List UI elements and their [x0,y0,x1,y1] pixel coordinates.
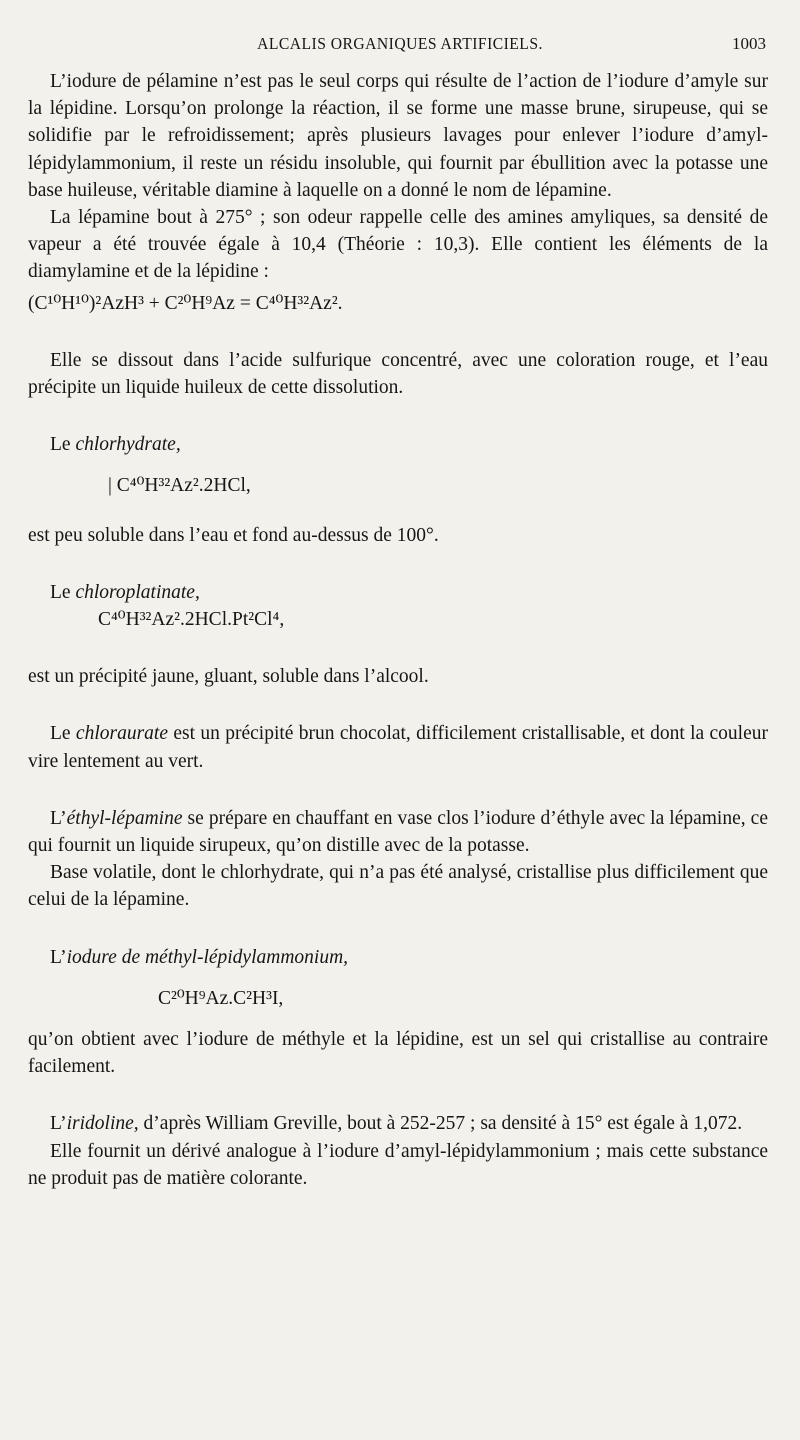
paragraph-iridoline [28,1110,768,1137]
text-prefix: Le [50,434,76,456]
paragraph-iodure-desc: qu’on obtient avec l’iodure de méthyle et la lépidine, est un sel qui cristallise au contraire facilement. [28,1029,768,1078]
formula-chlorhydrate: | C⁴⁰H³²Az².2HCl, [108,475,251,497]
term-chlorhydrate: chlorhydrate, [75,434,181,456]
text-prefix: L’ [50,946,67,968]
paragraph-chloroplatinate-label [28,579,768,606]
text-prefix: L’ [50,807,67,829]
term-iridoline: iridoline, [66,1113,139,1135]
text-rest: se prépare en chauffant en vase clos l’iodure d’éthyle avec la lépamine, ce qui fournit un liquide sirupeux, qu’on distille avec de la potasse. [28,807,768,857]
text-prefix: Le [50,581,76,603]
paragraph-ethyl-lepamine [28,805,768,859]
paragraph-iridoline-derivative: Elle fournit un dérivé analogue à l’iodure d’amyl-lépidylammonium ; mais cette substance ne produit pas de matière colorante. [28,1140,768,1189]
formula-lepamine: (C¹⁰H¹⁰)²AzH³ + C²⁰H⁹Az = C⁴⁰H³²Az². [28,292,343,314]
text-rest: d’après William Greville, bout à 252-257 ; sa densité à 15° est égale à 1,072. [138,1113,743,1135]
text-prefix: Le [50,723,76,745]
paragraph-base-volatile: Base volatile, dont le chlorhydrate, qui n’a pas été analysé, cristallise plus difficilement que celui de la lépamine. [28,862,768,911]
formula-iodure: C²⁰H⁹Az.C²H³I, [158,987,284,1009]
paragraph-lepamine-properties: La lépamine bout à 275° ; son odeur rappelle celle des amines amyliques, sa densité de vapeur a été trouvée égale à 10,4 (Théorie : 10,3). Elle contient les éléments de la diamylamine et de la lépidine : [28,207,768,283]
term-iodure-methyl: iodure de méthyl-lépidylammonium, [66,946,349,968]
term-chloraurate: chloraurate [75,723,168,745]
term-chloroplatinate: chloroplatinate, [75,581,200,603]
paragraph-chlorhydrate-label [28,431,768,458]
page-body [28,68,768,1192]
page-number: 1003 [732,34,766,53]
paragraph-chloroplatinate-desc: est un précipité jaune, gluant, soluble dans l’alcool. [28,666,429,688]
running-title: ALCALIS ORGANIQUES ARTIFICIELS. [257,34,543,53]
paragraph-pelamine: L’iodure de pélamine n’est pas le seul corps qui résulte de l’action de l’iodure d’amyle sur la lépidine. Lorsqu’on prolonge la réaction, il se forme une masse brune, sirupeuse, qui se solidifie par le refroidissement; après plusieurs lavages pour enlever l’iodure d’amyl-lépidylammonium, il reste un résidu insoluble, qui fournit par ébullition avec la potasse une base huileuse, véritable diamine à laquelle on a donné le nom de lépamine. [28,71,768,201]
paragraph-sulfuric-acid: Elle se dissout dans l’acide sulfurique concentré, avec une coloration rouge, et l’eau précipite un liquide huileux de cette dissolution. [28,349,768,399]
text-rest: est un précipité brun chocolat, difficilement cristallisable, et dont la couleur vire lentement au vert. [28,723,768,772]
paragraph-chlorhydrate-desc: est peu soluble dans l’eau et fond au-dessus de 100°. [28,524,439,546]
term-ethyl-lepamine: éthyl-lépamine [66,807,183,829]
formula-chloroplatinate: C⁴⁰H³²Az².2HCl.Pt²Cl⁴, [98,609,285,631]
paragraph-iodure-label [28,944,768,971]
paragraph-chloraurate [28,720,768,774]
page-header [0,34,800,60]
text-prefix: L’ [50,1113,67,1135]
